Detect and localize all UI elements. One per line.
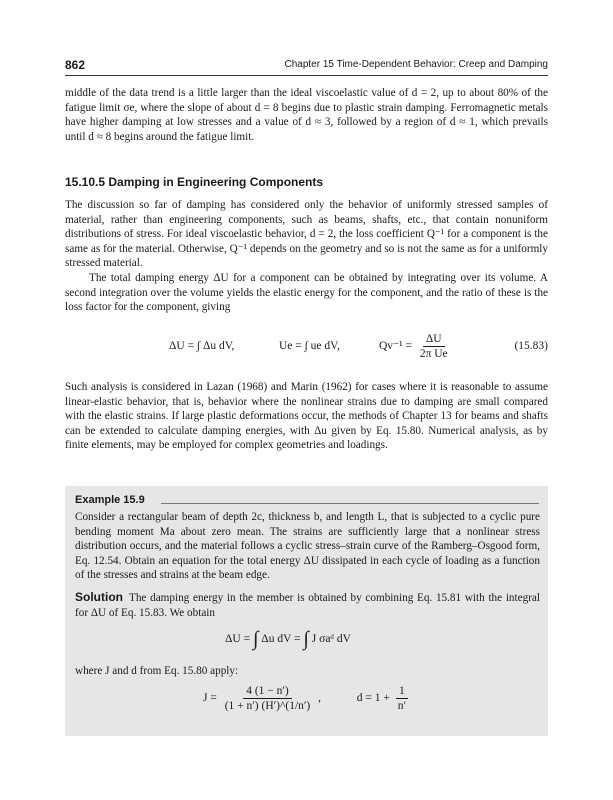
integral-first: Δu dV = [261, 633, 301, 646]
j-equation [203, 684, 411, 713]
example-title: Example 15.9 [75, 494, 145, 506]
example-problem: Consider a rectangular beam of depth 2c, thickness b, and length L, that is subjected to a cyclic pure bending moment Ma about zero mean. The strains are sufficiently large that a nonlinear stress distribution occurs, and the material follows a cyclic stress–strain curve of the Ramberg–Osgood form, Eq. 12.54. Obtain an equation for the total energy ΔU dissipated in each cycle of loading as a function of the stresses and strains at the beam edge. [75, 511, 540, 582]
section-heading: 15.10.5 Damping in Engineering Components [65, 175, 324, 189]
example-title-rule [161, 503, 539, 504]
running-head: Chapter 15 Time-Dependent Behavior: Creep and Damping [284, 59, 548, 70]
integral-equation [225, 628, 351, 651]
solution-label: Solution [75, 590, 123, 604]
page-number: 862 [65, 58, 86, 72]
d-denominator: n′ [397, 700, 406, 712]
j-lhs: J = [203, 692, 217, 705]
j-numerator: 4 (1 − n′) [243, 684, 292, 699]
intro-paragraph: middle of the data trend is a little larger than the ideal viscoelastic value of d = 2, up to about 80% of the fatigue limit σe, where the slope of about d = 8 begins due to plastic strain damping. Ferromagnetic metals have higher damping at low stresses and a value of d ≈ 3, followed by a region of d ≈ 1, which prevails until d ≈ 8 begins around the fatigue limit. [65, 87, 548, 143]
j-separator: , [318, 692, 321, 705]
equation-part-1: ΔU = ∫ Δu dV, [169, 340, 235, 352]
equation-number: (15.83) [514, 340, 548, 352]
integral-second: J σaᵈ dV [311, 633, 351, 646]
example-box [65, 486, 548, 736]
fraction-numerator: ΔU [423, 332, 445, 347]
j-fraction [222, 684, 314, 713]
section-paragraph-1: The discussion so far of damping has considered only the behavior of uniformly stressed samples of material, rather than engineering components, such as beams, shafts, etc., that contain nonuniform distributions of stress. For ideal viscoelastic behavior, d = 2, the loss coefficient Q⁻¹ for a component is the same as for the material. Otherwise, Q⁻¹ depends on the geometry and so is not the same as for a uniformly stressed material. [65, 199, 548, 270]
d-fraction [395, 684, 409, 713]
d-lhs: d = 1 + [356, 692, 390, 705]
equation-part-3-fraction [417, 332, 451, 361]
solution-text: The damping energy in the member is obtained by combining Eq. 15.81 with the integral for ΔU of Eq. 15.83. We obtain [75, 592, 540, 619]
d-numerator: 1 [396, 684, 408, 699]
equation-part-3-lhs: Qv⁻¹ = [379, 340, 412, 353]
integral-sign-2: ∫ [303, 628, 309, 650]
equation-part-3 [379, 332, 453, 361]
fraction-denominator: 2π Ue [419, 348, 448, 360]
integral-sign-1: ∫ [252, 628, 259, 650]
integral-lhs: ΔU = [225, 633, 251, 646]
j-denominator: (1 + n′) (H′)^(1/n′) [224, 700, 311, 712]
header-rule [65, 75, 548, 76]
equation-part-2: Ue = ∫ ue dV, [279, 340, 340, 352]
section-paragraph-2: The total damping energy ΔU for a component can be obtained by integrating over its volume. A second integration over the volume yields the elastic energy for the component, and the ratio of these is the loss factor for the component, giving [65, 272, 548, 314]
where-text: where J and d from Eq. 15.80 apply: [75, 665, 239, 677]
section-paragraph-3: Such analysis is considered in Lazan (1968) and Marin (1962) for cases where it is reasonable to assume linear-elastic behavior, that is, behavior where the nonlinear strains due to damping are small compared with the elastic strains. If large plastic deformations occur, the methods of Chapter 13 for beams and shafts can be extended to calculate damping energies, with Δu given by Eq. 15.80. Numerical analysis, as by finite elements, may be employed for complex geometries and loadings. [65, 381, 548, 452]
example-solution [75, 590, 540, 620]
equation-15-83 [65, 332, 548, 368]
